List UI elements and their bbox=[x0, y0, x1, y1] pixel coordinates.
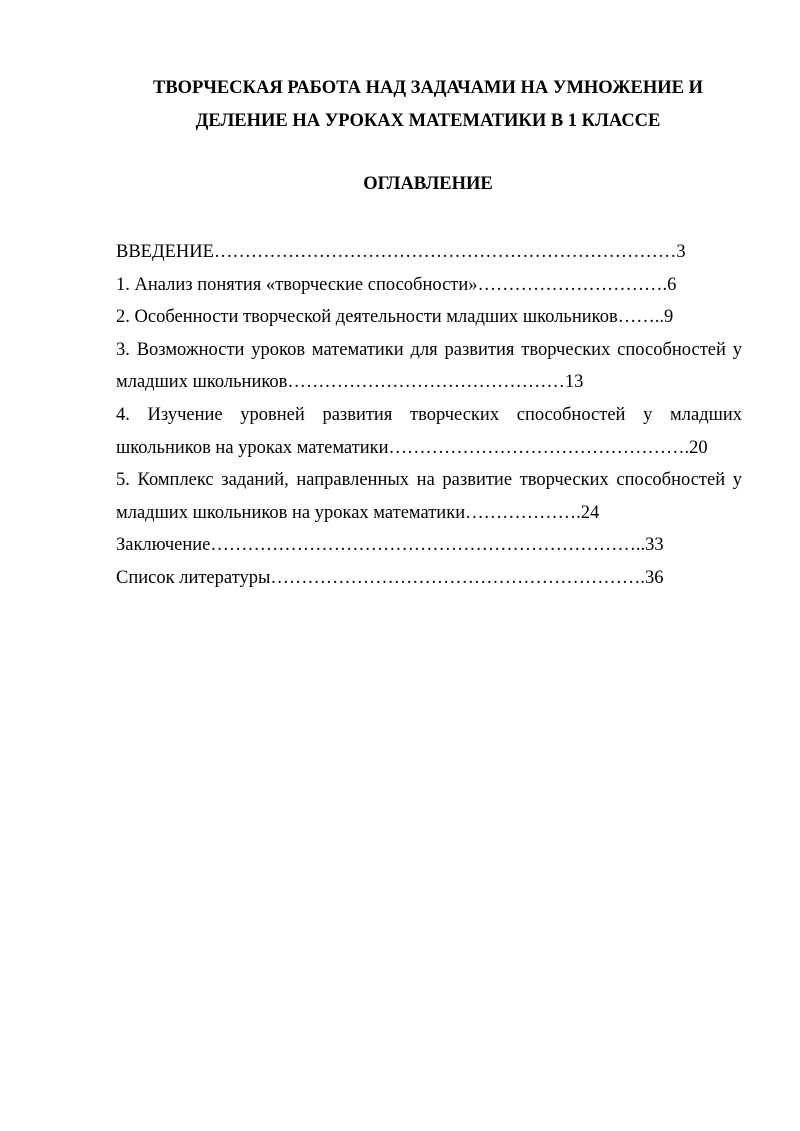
toc-heading: ОГЛАВЛЕНИЕ bbox=[363, 174, 493, 194]
toc-entry-4: 4. Изучение уровней развития творческих способностей у младших школьников на уроках математики………………………………………….20 bbox=[116, 404, 742, 458]
toc-entry-introduction: ВВЕДЕНИЕ…………………………………………………………………3 bbox=[116, 242, 686, 262]
toc-entry-3: 3. Возможности уроков математики для развития творческих способностей у младших школьников………………………………………13 bbox=[116, 339, 742, 393]
toc-entry-references: Список литературы…………………………………………………….36 bbox=[116, 567, 664, 588]
table-of-contents bbox=[116, 236, 742, 595]
title-line-1: ТВОРЧЕСКАЯ РАБОТА НАД ЗАДАЧАМИ НА УМНОЖЕНИЕ И bbox=[152, 78, 703, 98]
toc-entry-2: 2. Особенности творческой деятельности младших школьников……..9 bbox=[116, 307, 674, 328]
toc-entry-1: 1. Анализ понятия «творческие способности»………………………….6 bbox=[116, 274, 677, 295]
toc-entry-5: 5. Комплекс заданий, направленных на развитие творческих способностей у младших школьников на уроках математики……………….24 bbox=[116, 470, 742, 523]
document-title bbox=[100, 72, 756, 138]
title-line-2: ДЕЛЕНИЕ НА УРОКАХ МАТЕМАТИКИ В 1 КЛАССЕ bbox=[195, 111, 661, 131]
toc-entry-conclusion: Заключение……………………………………………………………..33 bbox=[116, 535, 664, 556]
